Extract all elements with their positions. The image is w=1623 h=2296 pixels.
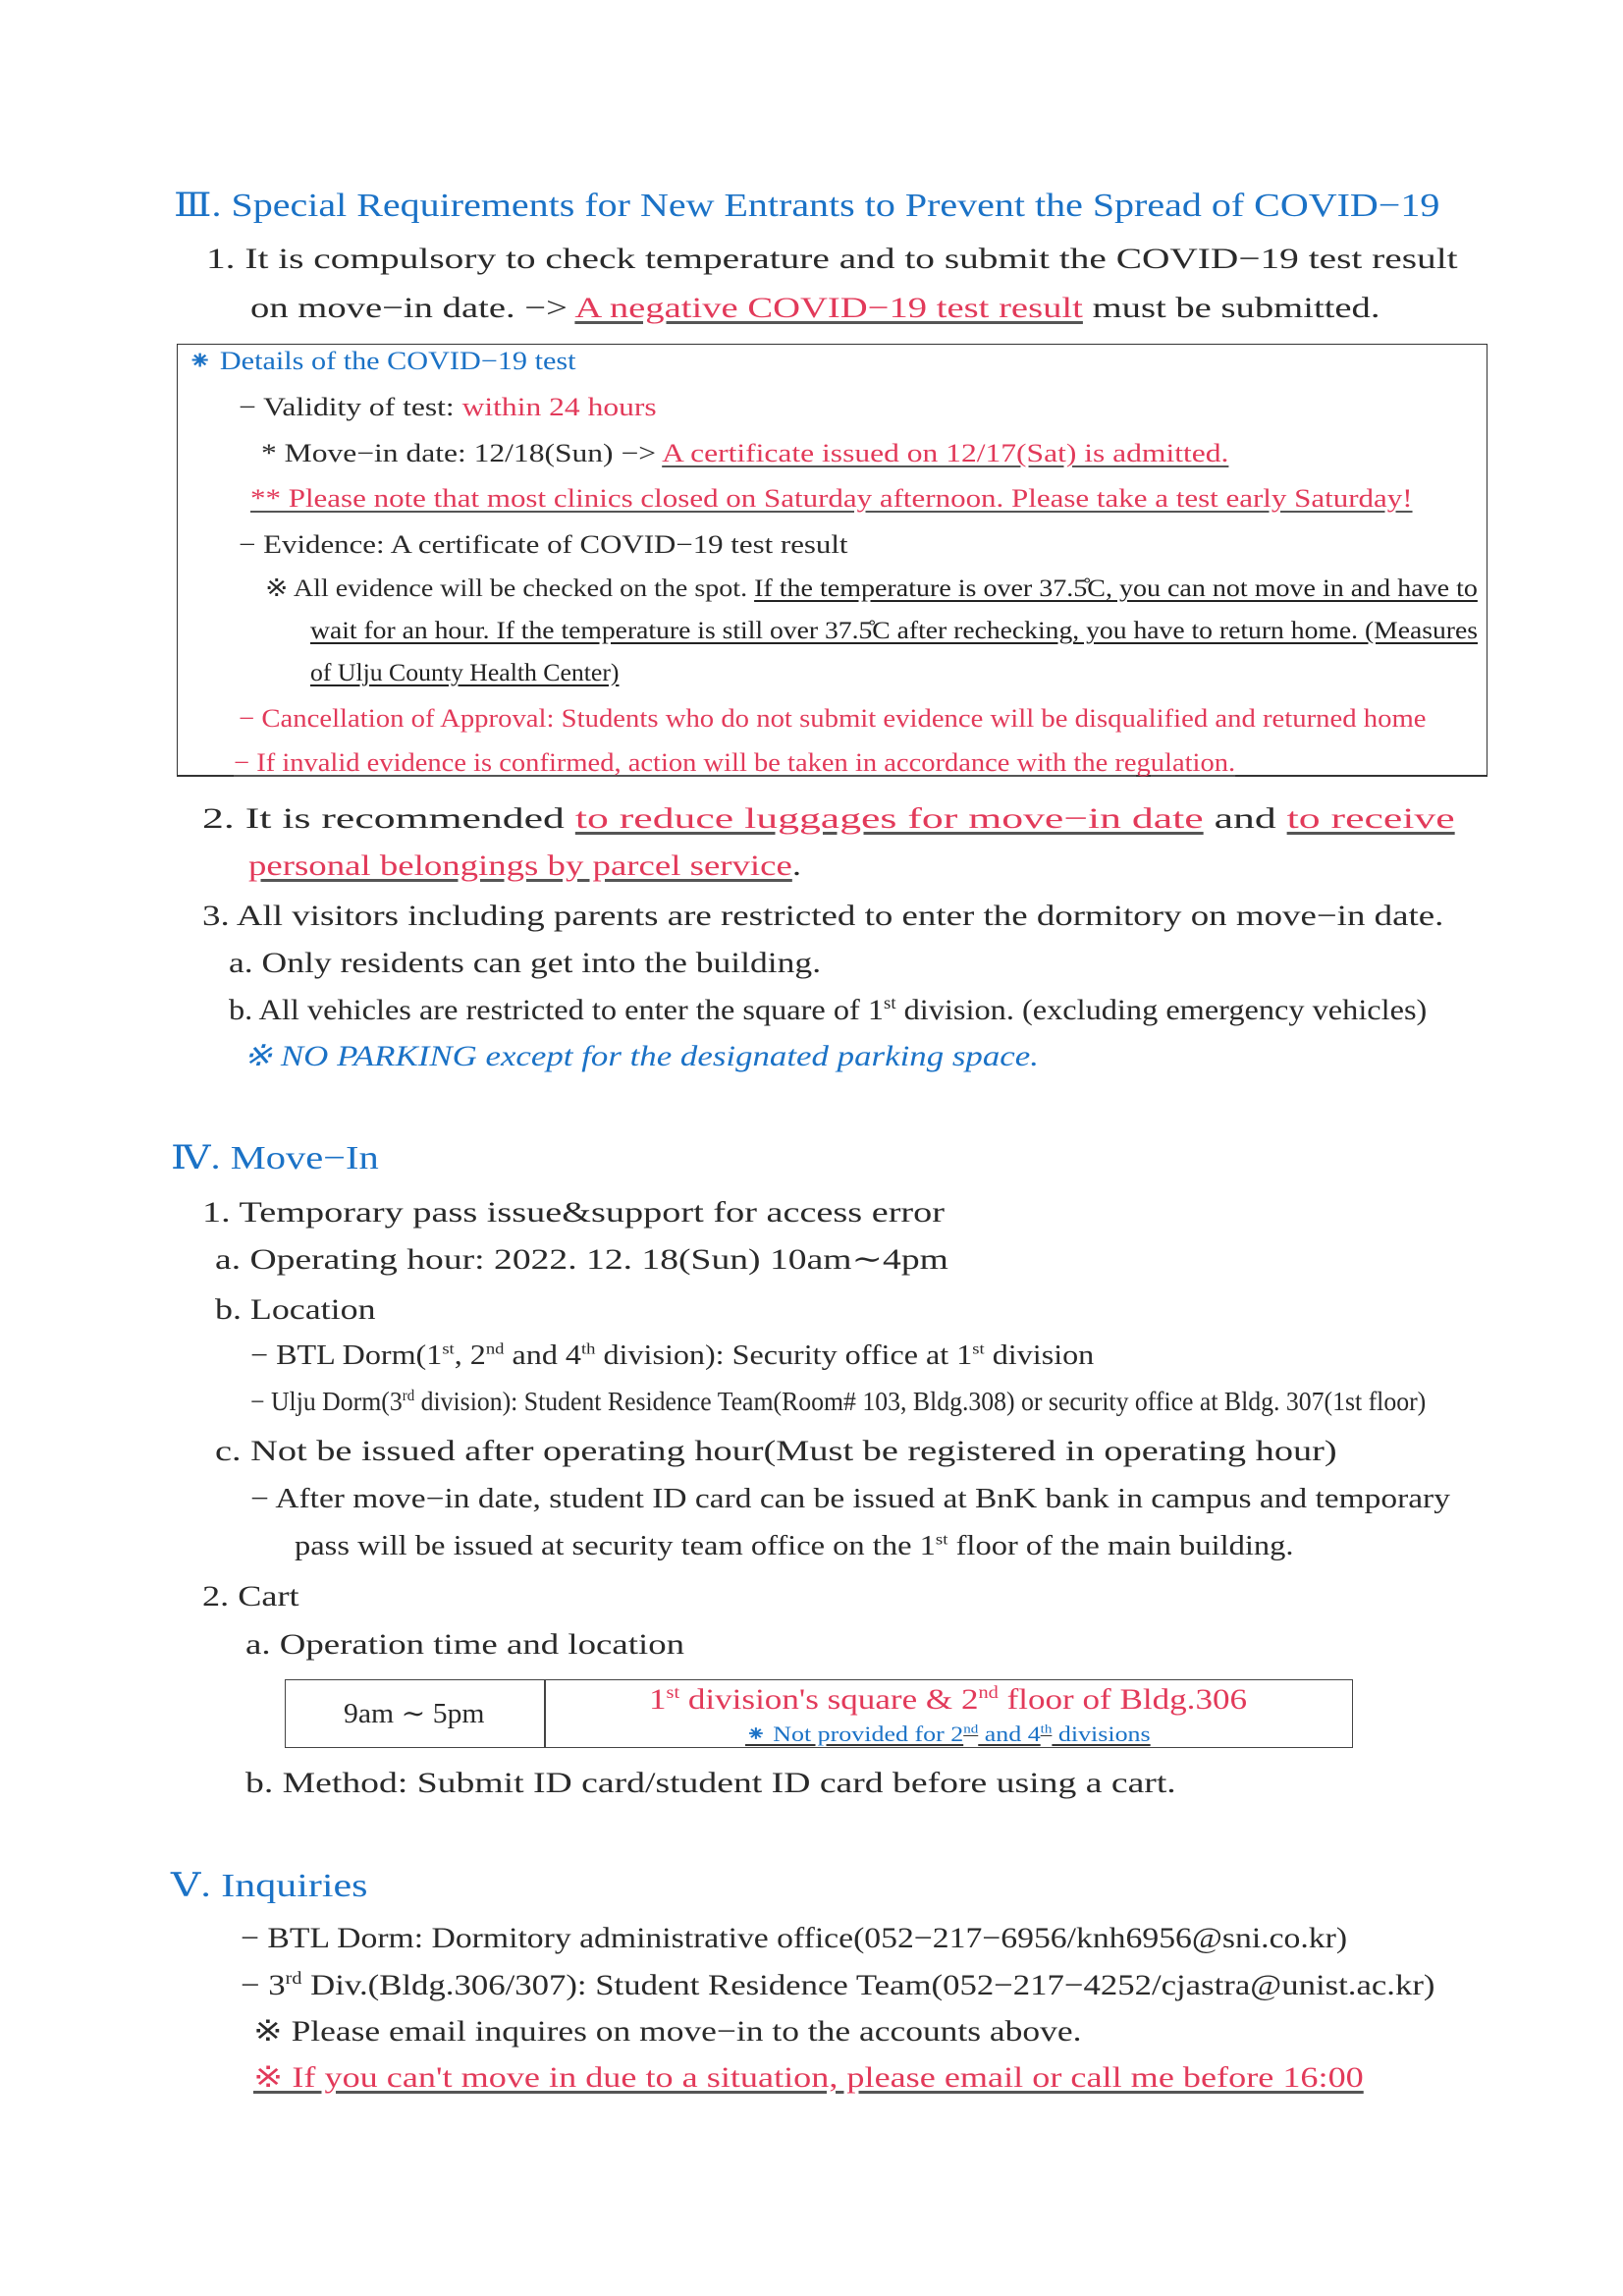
superscript: th	[580, 1339, 596, 1358]
item-3-2-line1	[202, 799, 1455, 838]
text-run: Ⅴ. Inquiries	[171, 1867, 368, 1904]
text-run: Div.(Bldg.306/307): Student Residence Team(052−217−4252/cjastra@unist.ac.kr)	[301, 1968, 1435, 2001]
text-run: 2. It is recommended	[202, 801, 575, 835]
item-4-2	[202, 1577, 299, 1615]
text-run: wait for an hour. If the temperature is still over 37.5̊C after rechecking, you have to return home. (Measures	[310, 617, 1479, 644]
text-run: 1	[649, 1682, 667, 1716]
text-run: ⁕ Details of the COVID−19 test	[188, 347, 576, 376]
parking-note	[243, 1037, 1039, 1075]
box-invalid	[234, 746, 1235, 780]
superscript: st	[884, 992, 896, 1012]
item-4-1-b	[215, 1290, 376, 1329]
text-run: a. Operation time and location	[245, 1627, 685, 1661]
box-check-line2	[310, 616, 1478, 648]
text-run: 1. It is compulsory to check temperature and to submit the COVID−19 test result	[206, 242, 1458, 275]
item-4-1	[202, 1193, 945, 1231]
text-run: − Validity of test:	[239, 393, 462, 422]
after-move-in-line2	[295, 1529, 1294, 1564]
item-3-2-line2	[248, 847, 801, 885]
text-run: .	[791, 848, 802, 882]
text-run: − Ulju Dorm(3	[250, 1387, 403, 1417]
table-divider	[544, 1680, 546, 1747]
text-run: must be submitted.	[1082, 291, 1380, 324]
text-run: − After move−in date, student ID card can be issued at BnK bank in campus and temporary	[250, 1483, 1450, 1514]
text-run: of Ulju County Health Center)	[310, 659, 620, 686]
item-3-3-b	[229, 991, 1427, 1029]
box-clinic-note	[250, 482, 1413, 516]
text-run: − 3	[241, 1968, 286, 2001]
text-run: b. All vehicles are restricted to enter the square of 1	[229, 993, 885, 1026]
superscript: st	[972, 1339, 985, 1358]
text-run: − Evidence: A certificate of COVID−19 test result	[239, 530, 848, 560]
superscript: st	[442, 1339, 455, 1358]
box-evidence	[239, 528, 848, 562]
text-run: division): Security office at 1	[595, 1339, 973, 1371]
inquiry-3rd-div	[241, 1966, 1435, 2004]
text-run: pass will be issued at security team office on the 1	[295, 1530, 936, 1561]
text-run: and 4	[978, 1721, 1041, 1746]
text-run: ※ NO PARKING except for the designated parking space.	[243, 1039, 1039, 1072]
text-run: A negative COVID−19 test result	[574, 291, 1083, 324]
text-run: ※ All evidence will be checked on the spot.	[265, 574, 755, 602]
box-cancellation	[239, 702, 1427, 736]
text-run: on move−in date. −>	[250, 291, 575, 324]
text-run: A certificate issued on 12/17(Sat) is admitted.	[662, 439, 1229, 468]
text-run: floor of the main building.	[947, 1530, 1294, 1561]
inquiry-email-note	[253, 2012, 1081, 2050]
text-run: within 24 hours	[461, 393, 657, 422]
box-check-line3	[310, 658, 619, 690]
text-run: − If invalid evidence is confirmed, action will be taken in accordance with the regulation.	[234, 748, 1236, 778]
cart-time	[344, 1697, 484, 1732]
text-run: ※ If you can't move in due to a situation, please email or call me before 16:00	[253, 2060, 1364, 2094]
inquiry-deadline-note	[253, 2058, 1364, 2097]
text-run: to reduce luggages for move−in date	[574, 801, 1204, 835]
text-run: ** Please note that most clinics closed on Saturday afternoon. Please take a test early Saturday!	[250, 484, 1413, 514]
location-ulju	[250, 1385, 1426, 1419]
text-run: division): Student Residence Team(Room# 103, Bldg.308) or security office at Bldg. 307(1st floor)	[414, 1387, 1427, 1417]
after-move-in-line1	[250, 1482, 1450, 1517]
section-5-heading	[171, 1865, 368, 1908]
item-4-1-a	[215, 1240, 948, 1279]
text-run: * Move−in date: 12/18(Sun) −>	[261, 439, 663, 468]
text-run: personal belongings by parcel service	[248, 848, 792, 882]
text-run: ※ Please email inquires on move−in to the accounts above.	[253, 2014, 1082, 2048]
item-4-1-c	[215, 1432, 1337, 1470]
superscript: nd	[485, 1339, 505, 1358]
text-run: division	[984, 1339, 1095, 1371]
superscript: nd	[978, 1681, 999, 1702]
superscript: nd	[963, 1722, 979, 1736]
section-3-heading	[174, 185, 1439, 228]
superscript: st	[666, 1681, 680, 1702]
text-run: − Cancellation of Approval: Students who do not submit evidence will be disqualified and returned home	[239, 704, 1427, 734]
text-run: a. Operating hour: 2022. 12. 18(Sun) 10am∼4pm	[215, 1242, 948, 1276]
text-run: and 4	[504, 1339, 581, 1371]
text-run: Ⅳ. Move−In	[171, 1139, 379, 1176]
item-3-1-line2	[250, 289, 1380, 327]
text-run: If the temperature is over 37.5̊C, you can not move in and have to	[754, 574, 1478, 602]
text-run: − BTL Dorm: Dormitory administrative office(052−217−6956/knh6956@sni.co.kr)	[241, 1921, 1348, 1954]
box-title	[188, 345, 576, 378]
item-3-1-line1	[206, 240, 1458, 278]
text-run: ⁕ Not provided for 2	[745, 1721, 964, 1746]
inquiry-btl	[241, 1919, 1347, 1957]
superscript: rd	[285, 1967, 302, 1988]
text-run: divisions	[1052, 1721, 1151, 1746]
location-btl	[250, 1339, 1094, 1374]
superscript: st	[935, 1530, 948, 1549]
text-run: 9am ∼ 5pm	[344, 1698, 485, 1729]
text-run: c. Not be issued after operating hour(Must be registered in operating hour)	[215, 1434, 1337, 1467]
cart-note	[745, 1721, 1151, 1749]
item-3-3	[202, 897, 1443, 935]
text-run: 1. Temporary pass issue&support for access error	[202, 1195, 946, 1229]
cart-location	[649, 1680, 1247, 1719]
text-run: division's square & 2	[679, 1682, 979, 1716]
section-4-heading	[171, 1137, 379, 1180]
text-run: and	[1203, 801, 1287, 835]
text-run: division. (excluding emergency vehicles)	[895, 993, 1428, 1026]
text-run: − BTL Dorm(1	[250, 1339, 443, 1371]
text-run: b. Location	[215, 1292, 376, 1326]
text-run: 2. Cart	[202, 1579, 299, 1613]
item-4-2-b	[245, 1764, 1176, 1802]
text-run: floor of Bldg.306	[998, 1682, 1248, 1716]
text-run: a. Only residents can get into the building.	[229, 946, 822, 979]
item-4-2-a	[245, 1625, 684, 1664]
text-run: , 2	[454, 1339, 486, 1371]
box-move-in-date	[261, 437, 1228, 470]
text-run: 3. All visitors including parents are restricted to enter the dormitory on move−in date.	[202, 899, 1444, 932]
superscript: rd	[402, 1388, 415, 1405]
item-3-3-a	[229, 944, 821, 982]
text-run: Ⅲ. Special Requirements for New Entrants to Prevent the Spread of COVID−19	[174, 187, 1440, 224]
box-check-line1	[265, 574, 1478, 606]
text-run: b. Method: Submit ID card/student ID card before using a cart.	[245, 1766, 1176, 1799]
superscript: th	[1040, 1722, 1053, 1736]
box-validity	[239, 391, 657, 424]
text-run: to receive	[1286, 801, 1455, 835]
